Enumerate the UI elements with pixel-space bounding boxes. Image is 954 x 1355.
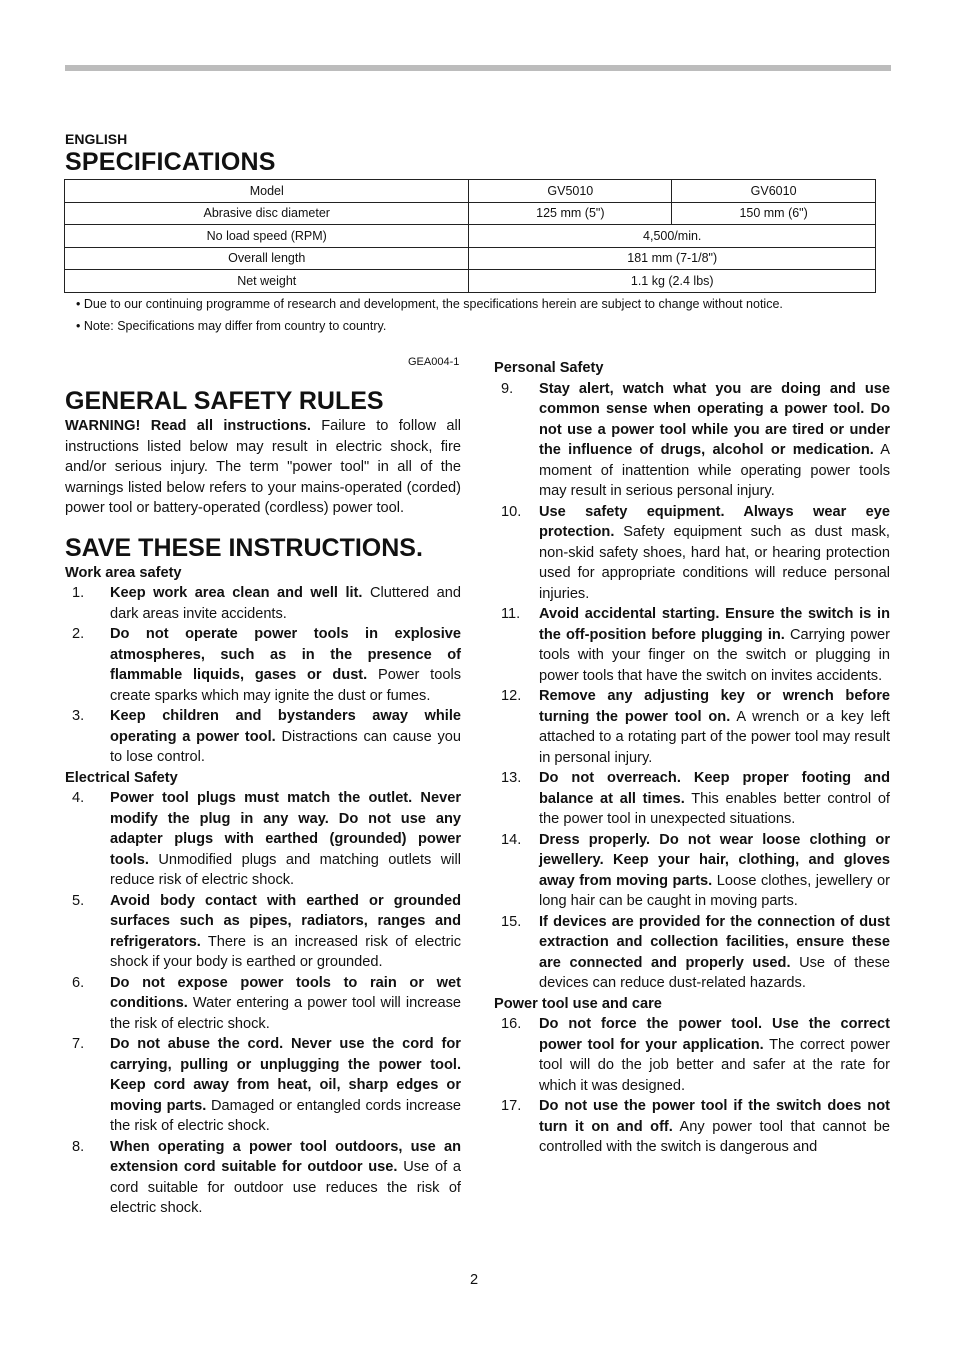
- list-item: 1. Keep work area clean and well lit. Cluttered and dark areas invite accidents.: [72, 585, 461, 622]
- section-tool-use: Power tool use and care: [494, 995, 662, 1012]
- list-item: 9. Stay alert, watch what you are doing and use common sense when operating a power tool. Do not use a power tool while you are tired or under the influence of drugs, alcohol or medication. A moment of inattention while operating power tools may result in serious personal injury.: [501, 380, 891, 499]
- list-item: 7. Do not abuse the cord. Never use the cord for carrying, pulling or unplugging the power tool. Keep cord away from heat, oil, sharp edges or moving parts. Damaged or entangled cords increase the risk of electric shock.: [72, 1036, 461, 1134]
- list-item: 8. When operating a power tool outdoors, use an extension cord suitable for outdoor use. Use of a cord suitable for outdoor use reduces the risk of electric shock.: [72, 1138, 462, 1216]
- table-row: [65, 270, 876, 293]
- specifications-table: [64, 179, 876, 293]
- list-item: 16. Do not force the power tool. Use the correct power tool for your application. The correct power tool will do the job better and safer at the rate for which it was designed.: [501, 1016, 890, 1094]
- right-column: [494, 358, 890, 1158]
- document-code: GEA004-1: [408, 356, 460, 368]
- header-rule: [65, 65, 891, 71]
- table-cell: Abrasive disc diameter: [65, 202, 469, 225]
- left-column: [65, 386, 461, 1219]
- table-cell: 1.1 kg (2.4 lbs): [469, 270, 876, 293]
- table-cell: Overall length: [65, 247, 469, 270]
- list-item: 11. Avoid accidental starting. Ensure the switch is in the off-position before plugging in. Carrying power tools with your finger on the switch or plugging in power tools that have the switch on invites accidents.: [501, 606, 890, 684]
- list-item: 15. If devices are provided for the connection of dust extraction and collection facilities, ensure these are connected and properly used. Use of these devices can reduce dust-related hazards.: [501, 913, 890, 991]
- general-safety-title: GENERAL SAFETY RULES: [65, 387, 384, 415]
- list-item: 4. Power tool plugs must match the outlet. Never modify the plug in any way. Do not use any adapter plugs with earthed (grounded) power tools. Unmodified plugs and matching outlets will reduce risk of electric shock.: [72, 790, 461, 888]
- page-number: 2: [470, 1272, 479, 1288]
- table-cell: 125 mm (5"): [469, 202, 672, 225]
- list-item: 2. Do not operate power tools in explosive atmospheres, such as in the presence of flammable liquids, gases or dust. Power tools create sparks which may ignite the dust or fumes.: [72, 626, 461, 704]
- save-instructions-title: SAVE THESE INSTRUCTIONS.: [65, 533, 423, 562]
- language-label: ENGLISH: [65, 131, 128, 147]
- list-item: 17. Do not use the power tool if the switch does not turn it on and off. Any power tool that cannot be controlled with the switch is dangerous and: [501, 1098, 890, 1155]
- spec-note: • Due to our continuing programme of research and development, the specifications herein are subject to change without notice.: [76, 297, 783, 311]
- table-row: [65, 180, 876, 203]
- spec-note: • Note: Specifications may differ from country to country.: [76, 319, 387, 333]
- table-cell: GV5010: [469, 180, 672, 203]
- section-personal: Personal Safety: [494, 360, 604, 376]
- table-cell: No load speed (RPM): [65, 225, 469, 248]
- table-cell: 181 mm (7-1/8"): [469, 247, 876, 270]
- table-cell: 150 mm (6"): [672, 202, 876, 225]
- warning-paragraph: WARNING! Read all instructions. Failure to follow all instructions listed below may result in electric shock, fire and/or serious injury. The term "power tool" in all of the warnings listed below refers to your mains-operated (corded) power tool or battery-operated (cordless) power tool.: [65, 418, 461, 516]
- table-row: [65, 247, 876, 270]
- table-cell: GV6010: [672, 180, 876, 203]
- list-item: 14. Dress properly. Do not wear loose clothing or jewellery. Keep your hair, clothing, and gloves away from moving parts. Loose clothes, jewellery or long hair can be caught in moving parts.: [501, 831, 890, 909]
- list-item: 3. Keep children and bystanders away while operating a power tool. Distractions can cause you to lose control.: [72, 708, 461, 765]
- list-item: 12. Remove any adjusting key or wrench before turning the power tool on. A wrench or a key left attached to a rotating part of the power tool may result in personal injury.: [501, 688, 890, 766]
- section-work-area: Work area safety: [65, 564, 182, 581]
- table-row: [65, 202, 876, 225]
- table-cell: 4,500/min.: [469, 225, 876, 248]
- section-electrical: Electrical Safety: [65, 769, 178, 786]
- table-cell: Model: [65, 180, 469, 203]
- table-row: [65, 225, 876, 248]
- list-item: 5. Avoid body contact with earthed or grounded surfaces such as pipes, radiators, ranges and refrigerators. There is an increased risk of electric shock if your body is earthed or grounded.: [72, 892, 461, 970]
- list-item: 10. Use safety equipment. Always wear eye protection. Safety equipment such as dust mask, non-skid safety shoes, hard hat, or hearing protection used for appropriate conditions will reduce personal injuries.: [501, 503, 890, 602]
- list-item: 13. Do not overreach. Keep proper footing and balance at all times. This enables better control of the power tool in unexpected situations.: [501, 770, 890, 827]
- list-item: 6. Do not expose power tools to rain or wet conditions. Water entering a power tool will increase the risk of electric shock.: [72, 974, 461, 1032]
- table-cell: Net weight: [65, 270, 469, 293]
- specifications-title: SPECIFICATIONS: [65, 148, 276, 176]
